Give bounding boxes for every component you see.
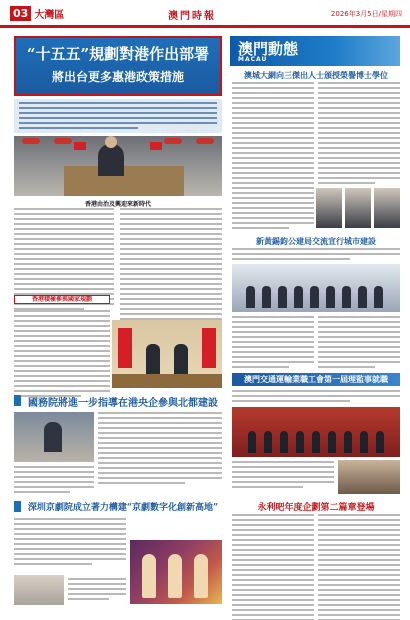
- page-header: [0, 0, 410, 28]
- macau-story1-title: 澳城大網向三傑出人士頒授榮譽博士學位: [244, 70, 388, 80]
- soe-body-col1: [14, 466, 94, 496]
- macau-banner-title: 澳門動態: [238, 40, 299, 58]
- macau-story2-title: 新黃錫鈞公建局交流宣行城市建設: [256, 236, 376, 246]
- macau-banner-subtitle: MACAU: [238, 56, 268, 63]
- lead-headline-banner: [14, 36, 222, 96]
- honorary-doctors-photo: [316, 188, 400, 228]
- exchange-group-photo: [232, 264, 400, 312]
- section-title: 深圳京劇院成立著力構建“京劇數字化創新高地”: [27, 503, 219, 513]
- official-photo: [14, 412, 94, 462]
- macau-story2-intro: [232, 248, 400, 263]
- lead-body-col3: [14, 310, 110, 400]
- newspaper-masthead: 澳門時報: [168, 11, 216, 22]
- section-heading-opera: [14, 500, 222, 513]
- opera-body-col2: [68, 578, 126, 603]
- section-heading-soe: [14, 394, 222, 407]
- macau-story2-col2: [318, 316, 400, 371]
- macau-story4-col2: [318, 514, 400, 620]
- macau-section-banner: [230, 36, 400, 66]
- section-marker: [14, 395, 21, 406]
- lead-headline: “十五五”規劃對港作出部署: [26, 45, 210, 63]
- macau-story3-intro: [232, 390, 400, 405]
- union-speaker-photo: [338, 460, 400, 494]
- lead-body-col2: [120, 208, 222, 338]
- speaker-photo: [14, 575, 64, 605]
- macau-story1-col1: [232, 82, 314, 232]
- lead-subhead: 香港積極參與國家規劃: [14, 295, 110, 304]
- section-name: 大灣區: [34, 10, 65, 21]
- macau-story3-title: 澳門交通運輸業職工會第一屆理監事就職: [244, 374, 388, 384]
- opera-photo: [130, 540, 222, 604]
- macau-story1-col2: [318, 82, 400, 187]
- meeting-photo: [112, 320, 222, 388]
- lead-subheadline: 將出台更多惠港政策措施: [51, 70, 184, 84]
- page-number: 03: [10, 6, 31, 21]
- macau-story3-body: [232, 461, 334, 491]
- macau-story3-heading: [232, 373, 400, 386]
- lead-photo-caption: 香港由治及興迎來新時代: [84, 201, 151, 208]
- union-inauguration-photo: [232, 407, 400, 457]
- macau-story4-col1: [232, 514, 314, 620]
- macau-story2-col1: [232, 316, 314, 371]
- opera-body-col1: [14, 518, 126, 568]
- section-marker: [14, 501, 21, 512]
- page-number-block: [10, 6, 64, 21]
- lead-summary-box: [14, 99, 222, 133]
- section-title: 國務院將進一步指導在港央企參與北都建設: [28, 398, 218, 409]
- soe-body-col2: [98, 412, 222, 487]
- issue-date: 2026年3月5日/星期四: [330, 10, 402, 18]
- macau-story4-title: 永利吧年度企劃第二篇章登場: [257, 503, 375, 513]
- lead-photo: [14, 136, 222, 196]
